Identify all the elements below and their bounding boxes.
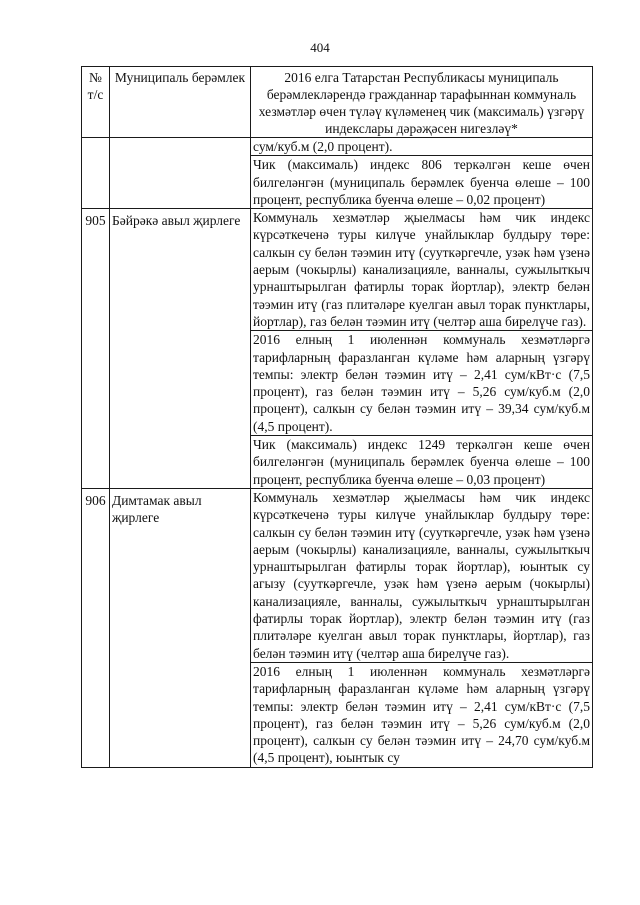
row-description — [251, 138, 593, 209]
description-paragraph: Чик (максималь) индекс 1249 теркәлгән кеше өчен билгеләнгән (муниципаль берәмлек буенча өлеше – 100 процент, республика буенча өлеше – 0,03 процент) — [253, 437, 590, 487]
utility-index-table — [81, 66, 593, 768]
row-description — [251, 488, 593, 767]
description-paragraph: Коммуналь хезмәтләр җыелмасы һәм чик индекс күрсәткеченә туры килүче унайлыклар булдыру төре: салкын су белән тәэмин итү (сууткәргечле, узәк һәм үзенә аерым (чокырлы) канализацияле, ванналы, сужылыткыч урнаштырылган фатирлы торак йортлар), электр белән тәэмин итү (газ плитәләре куелган авыл торак пунктлары, йортлар), газ белән тәэмин итү (челтәр аша бирелүче газ). — [251, 209, 592, 331]
row-municipality: Бәйрәкә авыл җирлеге — [110, 209, 251, 489]
row-municipality: Димтамак авыл җирлеге — [110, 488, 251, 767]
row-number: 905 — [82, 209, 110, 489]
header-description: 2016 елга Татарстан Республикасы муниципаль берәмлекләрендә гражданнар тарафыннан коммуналь хезмәтләр өчен түләү күләменең чик (максималь) үзгәрү индекслары дәрәҗәсен нигезләү* — [251, 67, 593, 138]
table-row — [82, 488, 593, 767]
page-number: 404 — [310, 40, 330, 55]
table-row — [82, 209, 593, 489]
row-number — [82, 138, 110, 209]
header-number: № т/с — [82, 67, 110, 138]
description-paragraph: 2016 елның 1 июленнән коммуналь хезмәтләргә тарифларның фаразланган күләме һәм аларның үзгәрү темпы: электр белән тәэмин итү – 2,41 сум/кВт·с (7,5 процент), газ белән тәэмин итү – 5,26 сум/куб.м (2,0 процент), салкын су белән тәэмин итү – 39,34 сум/куб.м (4,5 процент). — [251, 331, 592, 436]
row-number: 906 — [82, 488, 110, 767]
header-municipality: Муниципаль берәмлек — [110, 67, 251, 138]
description-paragraph: Чик (максималь) индекс 806 теркәлгән кеше өчен билгеләнгән (муниципаль берәмлек буенча өлеше – 100 процент, республика буенча өлеше – 0,02 процент) — [253, 157, 590, 207]
description-paragraph: Коммуналь хезмәтләр җыелмасы һәм чик индекс күрсәткеченә туры килүче унайлыклар булдыру төре: салкын су белән тәэмин итү (сууткәргечле, узәк һәм үзенә аерым (чокырлы) канализацияле, ванналы, сужылыткыч урнаштырылган фатирлы торак йортлар), юынтык су агызу (сууткәргечле, узәк һәм үзенә аерым (чокырлы) канализацияле, ванналы, сужылыткыч урнаштырылган фатирлы торак йортлар), электр белән тәэмин итү (газ плитәләре куелган авыл торак пунктлары, йортлар), газ белән тәэмин итү (челтәр аша бирелүче газ). — [251, 489, 592, 663]
table-row-continuation — [82, 138, 593, 209]
row-municipality — [110, 138, 251, 209]
table-header-row — [82, 67, 593, 138]
row-description — [251, 209, 593, 489]
description-paragraph: 2016 елның 1 июленнән коммуналь хезмәтләргә тарифларның фаразланган күләме һәм аларның үзгәрү темпы: электр белән тәэмин итү – 2,41 сум/кВт·с (7,5 процент), газ белән тәэмин итү – 5,26 сум/куб.м (2,0 процент), салкын су белән тәэмин итү – 24,70 сум/куб.м (4,5 процент), юынтык су — [253, 663, 590, 766]
description-paragraph: сум/куб.м (2,0 процент). — [251, 138, 592, 156]
